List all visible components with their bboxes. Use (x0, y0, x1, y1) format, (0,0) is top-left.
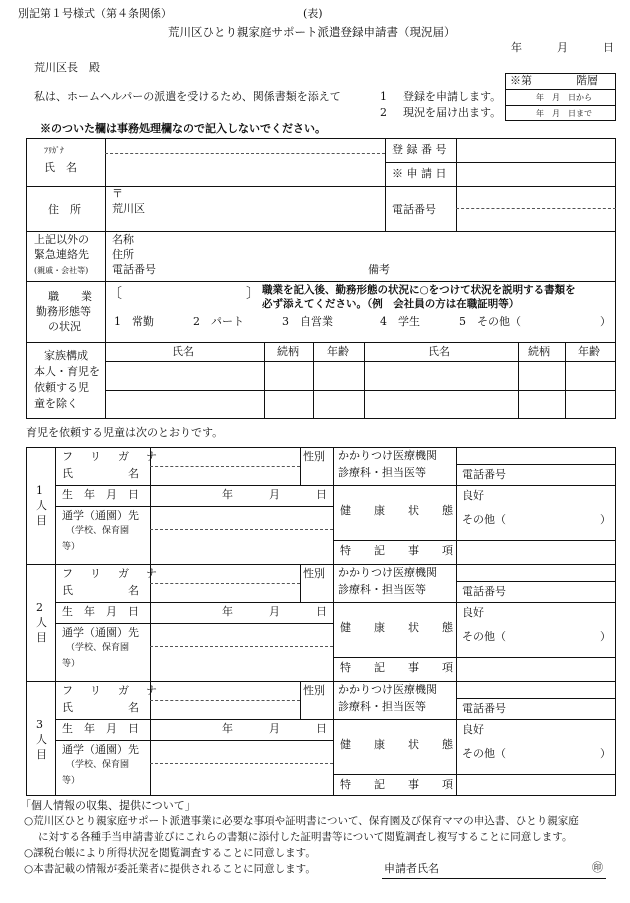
child-2-name-label: 氏 名 (62, 584, 139, 597)
applicant-name-field[interactable] (108, 158, 382, 184)
child-3-ordinal-th: 目 (36, 748, 47, 761)
child-2-ordinal-th: 目 (36, 631, 47, 644)
child-1-sex-field[interactable] (303, 466, 331, 483)
family-col-name: 氏名 (172, 345, 194, 358)
child-1-notes-field[interactable] (459, 543, 613, 561)
child-1-ordinal-th: 目 (36, 514, 47, 527)
application-date-field[interactable] (459, 166, 613, 184)
child-2-school-label: 通学（通園）先 (62, 626, 139, 639)
child-3-name-field[interactable] (153, 702, 297, 717)
child-2-ordinal-person: 人 (36, 616, 47, 629)
child-3-ordinal-number: 3 (36, 718, 43, 731)
occupation-label-2: 勤務形態等 (36, 305, 91, 318)
date-month: 月 (557, 41, 568, 54)
child-2-health-good[interactable]: 良好 (462, 606, 484, 619)
child-2-health-other-close: ） (600, 630, 611, 643)
child-1-health-good[interactable]: 良好 (462, 489, 484, 502)
emergency-remarks[interactable]: 備考 (368, 263, 390, 276)
child-3-sex-field[interactable] (303, 700, 331, 717)
office-tier: ※第 階層 (510, 74, 598, 87)
child-2-name-field[interactable] (153, 585, 297, 600)
child-1-furigana-label: フ リ ガ ナ (62, 450, 160, 463)
emergency-label-2: 緊急連絡先 (34, 248, 89, 261)
family-col-name-2: 氏名 (428, 345, 450, 358)
child-1-clinic-label-2: 診療科・担当医等 (338, 466, 426, 479)
furigana-label: ﾌﾘｶﾞﾅ (44, 146, 64, 155)
job-note-1: 職業を記入後、勤務形態の状況に○をつけて状況を説明する書類を (262, 284, 576, 296)
address-label: 住 所 (48, 203, 81, 216)
child-1-ordinal-number: 1 (36, 484, 43, 497)
seal-mark: ㊞ (592, 861, 603, 874)
child-3-dob-label: 生 年 月 日 (62, 722, 139, 735)
child-1-dob-month[interactable]: 月 (269, 488, 280, 501)
child-3-health-label: 健 康 状 態 (340, 738, 459, 751)
office-from: 年 月 日から (536, 93, 592, 102)
child-3-school-label-2: （学校、保育園 (66, 760, 130, 770)
family-col-age: 年齢 (327, 345, 349, 358)
child-2-clinic-label-2: 診療科・担当医等 (338, 583, 426, 596)
child-3-health-other-close: ） (600, 747, 611, 760)
child-2-clinic-field[interactable] (459, 565, 613, 580)
option-report-status[interactable]: 現況を届け出ます。 (403, 106, 502, 119)
child-2-health-other[interactable]: その他（ (462, 630, 506, 643)
child-1-notes-label: 特 記 事 項 (340, 544, 459, 557)
job-bracket-open: 〔 (108, 286, 122, 302)
child-2-dob-label: 生 年 月 日 (62, 605, 139, 618)
child-3-ordinal-person: 人 (36, 733, 47, 746)
child-3-dob-month[interactable]: 月 (269, 722, 280, 735)
child-1-school-field[interactable] (153, 509, 330, 527)
child-1-dob-year[interactable]: 年 (222, 488, 233, 501)
application-date-label: ※ 申 請 日 (392, 167, 447, 180)
emergency-phone[interactable]: 電話番号 (112, 263, 156, 276)
child-3-phone-label: 電話番号 (462, 702, 506, 715)
privacy-paragraph-1b: に対する各種手当申請書並びにこれらの書類に添付した証明書等について閲覧調査し複写することに同意します。 (38, 831, 573, 843)
child-1-dob-day[interactable]: 日 (316, 488, 327, 501)
child-2-sex-label: 性別 (303, 567, 325, 580)
child-3-furigana-label: フ リ ガ ナ (62, 684, 160, 697)
family-col-age-2: 年齢 (578, 345, 600, 358)
child-2-clinic-label: かかりつけ医療機関 (338, 566, 437, 579)
child-2-notes-field[interactable] (459, 660, 613, 678)
child-2-furigana-label: フ リ ガ ナ (62, 567, 160, 580)
occupation-label: 職 業 (48, 290, 92, 303)
child-3-school-field[interactable] (153, 743, 330, 761)
date-year: 年 (511, 41, 522, 54)
child-3-health-good[interactable]: 良好 (462, 723, 484, 736)
privacy-paragraph-1a: ○荒川区ひとり親家庭サポート派遣事業に必要な事項や証明書について、保育園及び保育ママの申込書、ひとり親家庭 (24, 815, 579, 827)
child-2-dob-day[interactable]: 日 (316, 605, 327, 618)
emergency-name[interactable]: 名称 (112, 233, 134, 246)
child-2-dob-month[interactable]: 月 (269, 605, 280, 618)
occupation-label-3: の状況 (48, 320, 81, 333)
child-2-dob-year[interactable]: 年 (222, 605, 233, 618)
child-1-dob-label: 生 年 月 日 (62, 488, 139, 501)
child-1-sex-label: 性別 (303, 450, 325, 463)
privacy-paragraph-2: ○課税台帳により所得状況を閲覧調査することに同意します。 (24, 847, 316, 859)
job-option-fulltime[interactable]: 1 常勤 (114, 315, 154, 328)
family-label-2: 本人・育児を (34, 365, 100, 378)
child-1-health-label: 健 康 状 態 (340, 504, 459, 517)
front-side-label: (表) (303, 7, 323, 20)
child-1-school-label-2: （学校、保育園 (66, 526, 130, 536)
emergency-label-3: (親戚・会社等) (34, 266, 89, 275)
job-option-student[interactable]: 4 学生 (380, 315, 420, 328)
applicant-phone-field[interactable] (459, 211, 613, 229)
option-apply-registration[interactable]: 登録を申請します。 (403, 90, 502, 103)
option-2-number[interactable]: 2 (380, 106, 387, 119)
family-col-relation-2: 続柄 (528, 345, 550, 358)
child-1-health-other[interactable]: その他（ (462, 513, 506, 526)
form-number: 別記第１号様式（第４条関係） (18, 7, 172, 20)
job-note-2: 必ず添えてください。（例 会社員の方は在職証明等） (262, 298, 520, 310)
child-1-furigana-field[interactable] (153, 450, 297, 464)
family-label-3: 依頼する児 (34, 381, 89, 394)
children-intro: 育児を依頼する児童は次のとおりです。 (26, 426, 224, 439)
child-3-school-label-3: 等） (62, 776, 81, 786)
name-label: 氏 名 (44, 161, 77, 174)
child-2-notes-label: 特 記 事 項 (340, 661, 459, 674)
job-bracket-close: 〕 (246, 286, 260, 302)
job-option-other[interactable]: 5 その他（ (459, 315, 521, 328)
child-1-ordinal-person: 人 (36, 499, 47, 512)
child-2-ordinal-number: 2 (36, 601, 43, 614)
child-2-school-field[interactable] (153, 626, 330, 644)
option-1-number[interactable]: 1 (380, 90, 387, 103)
form-title: 荒川区ひとり親家庭サポート派遣登録申請書（現況届） (168, 25, 456, 39)
privacy-paragraph-3: ○本書記載の情報が委託業者に提供されることに同意します。 (24, 863, 316, 875)
addressee: 荒川区長 殿 (34, 61, 100, 74)
child-3-dob-year[interactable]: 年 (222, 722, 233, 735)
child-3-clinic-label: かかりつけ医療機関 (338, 683, 437, 696)
family-col-relation: 続柄 (277, 345, 299, 358)
child-2-school-label-3: 等） (62, 659, 81, 669)
date-day: 日 (603, 41, 614, 54)
child-3-clinic-field[interactable] (459, 682, 613, 697)
child-2-school-label-2: （学校、保育園 (66, 643, 130, 653)
child-3-notes-label: 特 記 事 項 (340, 778, 459, 791)
child-3-sex-label: 性別 (303, 684, 325, 697)
signer-label: 申請者氏名 (384, 862, 439, 875)
family-label-4: 童を除く (34, 397, 78, 410)
child-3-name-label: 氏 名 (62, 701, 139, 714)
job-option-other-close: ） (600, 315, 611, 328)
phone-label: 電話番号 (392, 203, 436, 216)
child-2-furigana-field[interactable] (153, 567, 297, 581)
child-1-clinic-label: かかりつけ医療機関 (338, 449, 437, 462)
emergency-label: 上記以外の (34, 233, 89, 246)
intro-text: 私は、ホームヘルパーの派遣を受けるため、関係書類を添えて (34, 90, 341, 103)
child-1-school-label: 通学（通園）先 (62, 509, 139, 522)
registration-number-field[interactable] (459, 144, 613, 160)
address-value[interactable]: 荒川区 (112, 202, 145, 215)
child-2-health-label: 健 康 状 態 (340, 621, 459, 634)
child-2-sex-field[interactable] (303, 583, 331, 600)
postal-mark: 〒 (112, 187, 123, 200)
job-option-parttime[interactable]: 2 パート (193, 315, 244, 328)
child-1-clinic-field[interactable] (459, 448, 613, 463)
office-until: 年 月 日まで (536, 109, 592, 118)
child-1-name-field[interactable] (153, 468, 297, 483)
child-1-name-label: 氏 名 (62, 467, 139, 480)
child-1-health-other-close: ） (600, 513, 611, 526)
child-3-dob-day[interactable]: 日 (316, 722, 327, 735)
signer-name-field[interactable] (445, 862, 585, 878)
child-3-furigana-field[interactable] (153, 684, 297, 698)
emergency-address[interactable]: 住所 (112, 248, 134, 261)
child-3-health-other[interactable]: その他（ (462, 747, 506, 760)
child-1-school-label-3: 等） (62, 542, 81, 552)
child-3-clinic-label-2: 診療科・担当医等 (338, 700, 426, 713)
office-use-note: ※のついた欄は事務処理欄なので記入しないでください。 (40, 122, 326, 135)
job-option-selfemployed[interactable]: 3 自営業 (282, 315, 333, 328)
child-2-phone-label: 電話番号 (462, 585, 506, 598)
child-1-phone-label: 電話番号 (462, 468, 506, 481)
family-label: 家族構成 (44, 349, 88, 362)
privacy-heading: 「個人情報の収集、提供について」 (20, 799, 196, 812)
child-3-notes-field[interactable] (459, 777, 613, 795)
child-3-school-label: 通学（通園）先 (62, 743, 139, 756)
occupation-field[interactable] (120, 288, 246, 304)
registration-number-label: 登 録 番 号 (392, 143, 447, 156)
